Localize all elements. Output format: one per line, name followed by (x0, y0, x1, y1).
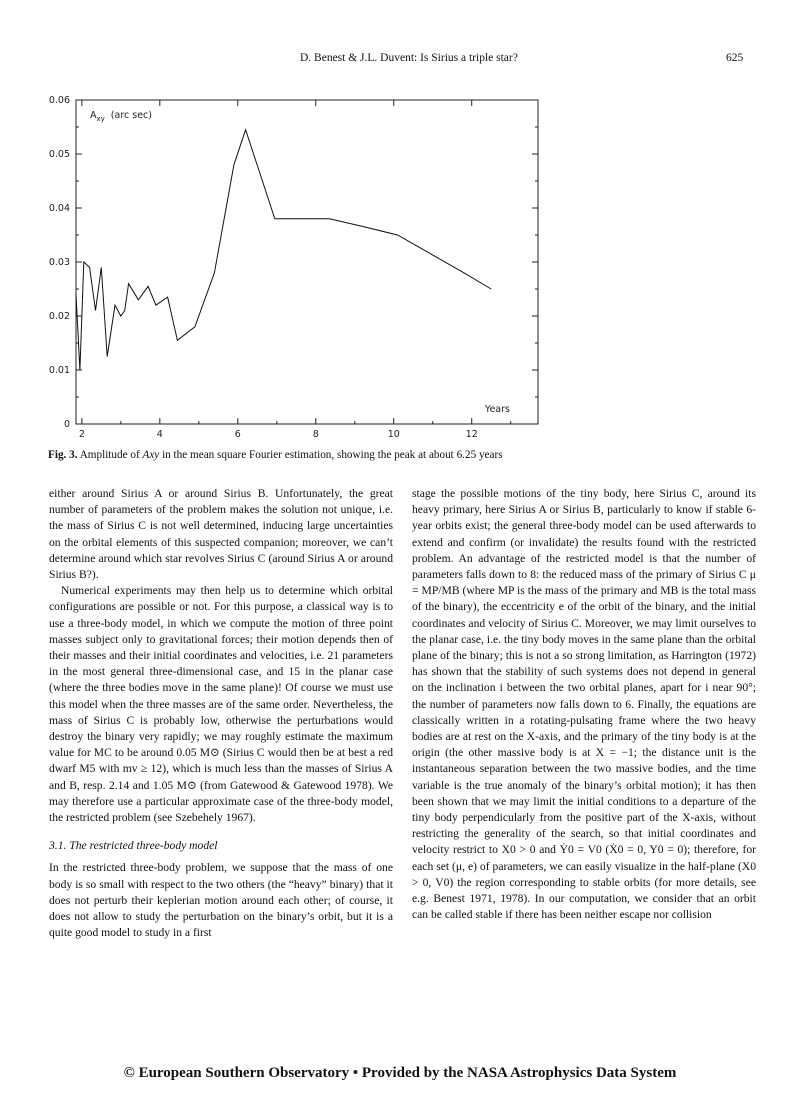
y-tick-label: 0.02 (48, 311, 70, 322)
x-tick-label: 8 (312, 429, 319, 440)
x-tick-label: 2 (78, 429, 85, 440)
caption-text-after: in the mean square Fourier estimation, showing the peak at about 6.25 years (159, 449, 503, 461)
plot-border (76, 100, 538, 424)
y-ticks (49, 95, 538, 430)
caption-symbol: Axy (142, 449, 160, 461)
annotation-main: A (90, 110, 97, 121)
y-tick-label: 0.01 (48, 365, 70, 376)
running-header (0, 52, 800, 72)
right-column (412, 486, 756, 923)
running-title: D. Benest & J.L. Duvent: Is Sirius a triple star? (300, 52, 518, 64)
left-paragraph-2: Numerical experiments may then help us to determine which orbital configurations are possible or not. For this purpose, a classical way is to use a three-body model, in which we compute the motion of three point masses subject only to gravitational forces; their motion depends then of their masses and their initial coordinates and velocities, i.e. 21 parameters in the most general three-dimensional case, and 15 in the planar case (where the three bodies move in the same plane)! Of course we must use this model when the three masses are of the same order. Nevertheless, the mass of Sirius C is probably low, otherwise the perturbations would destroy the binary very rapidly; we may roughly estimate the maximum value for MC to be around 0.05 M⊙ (Sirius C would then be at best a red dwarf M5 with mv ≥ 12), which is much less than the masses of Sirius A and B, resp. 2.14 and 1.05 M⊙ (from Gatewood & Gatewood 1978). We may therefore use a particular approximate case of the three-body model, the restricted problem (see Szebehely 1967). (49, 584, 393, 825)
annotation-unit: (arc sec) (110, 110, 152, 121)
x-tick-label: 6 (234, 429, 241, 440)
x-ticks (79, 100, 511, 440)
y-tick-label: 0.04 (48, 203, 70, 214)
y-tick-label: 0.06 (48, 95, 70, 106)
chart-frame (76, 100, 538, 424)
left-paragraph-1: either around Sirius A or around Sirius B. Unfortunately, the great number of parameters of the problem makes the solution not unique, i.e. the mass of Sirius C is not well determined, inducing large uncertainties on the orbital elements of this suspected companion; moreover, we can’t determine around which star revolves Sirius C (around Sirius A or around Sirius B?). (49, 487, 393, 582)
footer-notice: © European Southern Observatory • Provided by the NASA Astrophysics Data System (123, 1065, 677, 1081)
y-tick-label: 0.03 (48, 257, 70, 268)
series-line (76, 130, 491, 370)
y-tick-label: 0.05 (48, 149, 70, 160)
chart-annotation (90, 110, 152, 123)
x-axis-label: Years (484, 404, 510, 415)
x-tick-label: 12 (465, 429, 478, 440)
left-column (49, 486, 393, 941)
x-tick-label: 10 (387, 429, 400, 440)
chart-series (76, 130, 491, 370)
figure-caption (48, 449, 768, 461)
section-heading: 3.1. The restricted three-body model (49, 839, 218, 853)
caption-text-before: Amplitude of (79, 449, 143, 461)
page-number: 625 (726, 52, 744, 64)
annotation-subscript: xy (96, 115, 105, 123)
figure-label: Fig. 3. (48, 449, 78, 461)
x-tick-label: 4 (156, 429, 163, 440)
right-paragraph-1: stage the possible motions of the tiny body, here Sirius C, around its heavy primary, here Sirius A or Sirius B, particularly to know if stable 6-year orbits exist; the general three-body model can be used afterwards to extend and confirm (or invalidate) the results found with the restricted problem. An advantage of the restricted model is that the number of parameters falls down to 8: the reduced mass of the primary of Sirius C μ = MP/MB (where MP is the mass of the primary and MB is the total mass of the binary), the eccentricity e of the orbit of the binary, and the initial coordinates and velocity of Sirius C. Moreover, we may limit ourselves to the planar case, i.e. the tiny body moves in the same plane than the orbital plane of the binary; this is not a so strong limitation, as Harrington (1972) has shown that the stability of such systems does not depend in general on the inclination i between the two orbital planes, apart for i near 90°; the number of parameters now falls down to 6. Finally, the equations are classically written in a rotating-pulsating frame where the two heavy bodies are at rest on the X-axis, and the primary of the tiny body is at the origin (the other massive body is at X = −1; the distance unit is the instantaneous separation between the two massive bodies, and the time variable is the true anomaly of the binary’s orbital motion); it has then been shown that we may limit the initial conditions to a departure of the tiny body perpendicularly from the positive part of the X-axis, without restricting the generality of the search, so that initial coordinates and velocity restrict to X0 > 0 and Ẏ0 = V0 (Ẋ0 = 0, Y0 = 0); therefore, for each set (μ, e) of parameters, we can easily visualize in the half-plane (X0 > 0, V0) the region corresponding to stable orbits (for more details, see e.g. Benest 1971, 1978). In our computation, we consider that an orbit can be called stable if there has been neither escape nor collision (412, 487, 756, 922)
y-tick-label: 0 (63, 419, 70, 430)
amplitude-chart (40, 92, 560, 442)
left-paragraph-3: In the restricted three-body problem, we suppose that the mass of one body is so small with respect to the two others (the “heavy” binary) that it does not perturb their keplerian motion around each other; of course, it does not allow to study the perturbation on the binary’s orbit, but it is a quite good model to study in a first (49, 861, 393, 940)
